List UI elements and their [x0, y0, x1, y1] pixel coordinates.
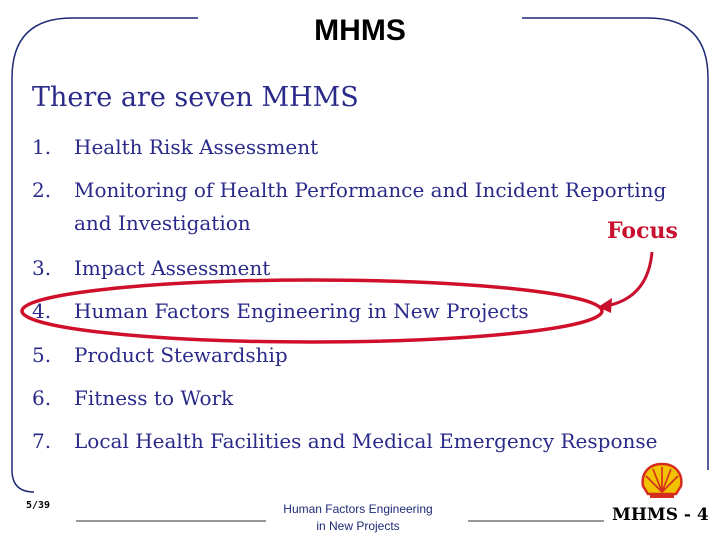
- item-number: 5.: [32, 343, 52, 367]
- item-number: 3.: [32, 256, 52, 280]
- item-text: Local Health Facilities and Medical Emergency Response: [74, 429, 658, 453]
- shell-logo-icon: [640, 462, 684, 500]
- item-text-line2: and Investigation: [74, 211, 251, 235]
- slide-title: MHMS: [314, 14, 406, 47]
- slide-heading: There are seven MHMS: [32, 82, 359, 113]
- item-text: Impact Assessment: [74, 256, 271, 280]
- item-number: 6.: [32, 386, 52, 410]
- item-number: 2.: [32, 178, 52, 202]
- item-number: 4.: [32, 299, 52, 323]
- footer-caption-line2: in New Projects: [316, 519, 400, 533]
- item-text: Product Stewardship: [74, 343, 288, 367]
- item-text: Fitness to Work: [74, 386, 234, 410]
- item-text: Human Factors Engineering in New Projects: [74, 299, 529, 323]
- item-number: 1.: [32, 135, 52, 159]
- focus-label: Focus: [607, 218, 678, 244]
- footer-caption-line1: Human Factors Engineering: [283, 502, 433, 516]
- footer-section-label: MHMS - 4: [612, 505, 709, 525]
- item-number: 7.: [32, 429, 52, 453]
- item-text: Monitoring of Health Performance and Incident Reporting: [74, 178, 667, 202]
- footer-caption: [268, 501, 448, 535]
- slide-number: 5/39: [26, 500, 51, 511]
- item-text: Health Risk Assessment: [74, 135, 319, 159]
